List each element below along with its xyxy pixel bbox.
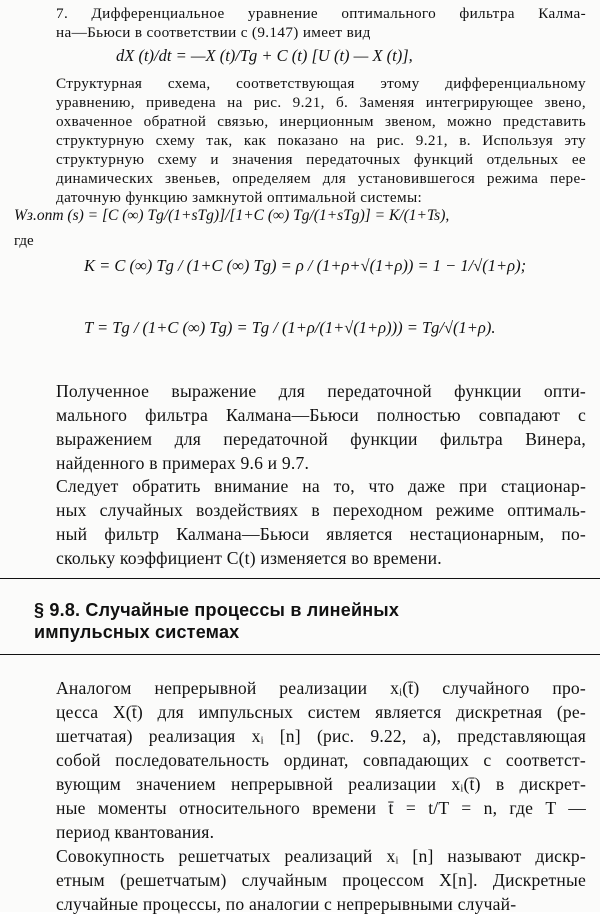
equation-text: Wз.опт (s) = [C (∞) Tg/(1+sTg)]/[1+C (∞) Tg/(1+sTg)] = K/(1+Ts), — [14, 207, 450, 224]
text-line: уравнению, приведена на рис. 9.21, б. Заменяя интегрирующее звено, — [56, 94, 586, 111]
text-line: вующим значением непрерывной реализации xᵢ(t̄) в дискрет- — [56, 774, 586, 794]
text-line: 7. Дифференциальное уравнение оптимального фильтра Калма- — [56, 5, 586, 22]
paragraph-discrete-realization — [34, 676, 586, 844]
text-line: Полученное выражение для передаточной функции опти- — [56, 381, 586, 401]
text-line: етным (решетчатым) случайным процессом X[n]. Дискретные — [56, 870, 586, 890]
text-line: Аналогом непрерывной реализации xᵢ(t̄) случайного про- — [56, 678, 586, 698]
heading-line: импульсных системах — [34, 622, 240, 642]
paragraph-wiener-comparison — [34, 379, 586, 475]
text-line: Совокупность решетчатых реализаций xᵢ [n] называют дискр- — [56, 846, 586, 866]
paragraph-intro-equation — [34, 4, 586, 42]
section-divider-top — [0, 578, 600, 579]
paragraph-structure-scheme — [34, 74, 586, 207]
text-line: на—Бьюси в соответствии с (9.147) имеет вид — [56, 24, 371, 41]
text-line: собой последовательность ординат, совпадающих с соответст- — [56, 750, 586, 770]
text-line: скольку коэффициент C(t) изменяется во времени. — [56, 548, 442, 568]
equation-gain-k — [84, 256, 526, 276]
text-line: выражением для передаточной функции фильтра Винера, — [56, 429, 586, 449]
text-line: мального фильтра Калмана—Бьюси полностью совпадают с — [56, 405, 586, 425]
paragraph-nonstationary-note — [34, 474, 586, 570]
text-line: цесса X(t̄) для импульсных систем является дискретная (ре- — [56, 702, 586, 722]
equation-transfer-function — [14, 207, 449, 225]
equation-time-constant-t — [84, 318, 495, 338]
equation-kalman-bucy — [116, 46, 413, 66]
text-line: шетчатая) реализация xᵢ [n] (рис. 9.22, а), представляющая — [56, 726, 586, 746]
text-line: ных случайных воздействиях в переходном режиме оптималь- — [56, 500, 586, 520]
word-where: где — [14, 233, 34, 249]
text-line: случайные процессы, по аналогии с непрерывными случай- — [56, 894, 517, 914]
section-heading — [34, 599, 399, 643]
text-line: ный фильтр Калмана—Бьюси является нестационарным, по- — [56, 524, 586, 544]
text-line: Следует обратить внимание на то, что даже при стационар- — [56, 476, 586, 496]
text-line: даточную функцию замкнутой оптимальной системы: — [56, 189, 423, 206]
heading-line: § 9.8. Случайные процессы в линейных — [34, 600, 400, 620]
paragraph-discrete-random-process — [34, 844, 586, 916]
text-line: Структурная схема, соответствующая этому дифференциальному — [56, 75, 586, 92]
text-line: структурную схему и значения передаточных функций отдельных ее — [56, 151, 586, 168]
text-line: структурную схему так, как показано на рис. 9.21, в. Используя эту — [56, 132, 586, 149]
text-line: динамических звеньев, определяем для установившегося режима пере- — [56, 170, 586, 187]
equation-text: dX (t)/dt = —X (t)/Tg + C (t) [U (t) — X (t)], — [116, 46, 413, 65]
text-line: охваченное обратной связью, инерционным звеном, можно представить — [56, 113, 586, 130]
text-line: ные моменты относительного времени t̄ = t/T = n, где T — — [56, 798, 586, 818]
equation-text: K = C (∞) Tg / (1+C (∞) Tg) = ρ / (1+ρ+√(1+ρ)) = 1 − 1/√(1+ρ); — [84, 256, 527, 275]
equation-text: T = Tg / (1+C (∞) Tg) = Tg / (1+ρ/(1+√(1+ρ))) = Tg/√(1+ρ). — [84, 318, 496, 337]
text-line: найденного в примерах 9.6 и 9.7. — [56, 453, 310, 473]
section-divider-bottom — [0, 654, 600, 655]
text-line: период квантования. — [56, 822, 215, 842]
